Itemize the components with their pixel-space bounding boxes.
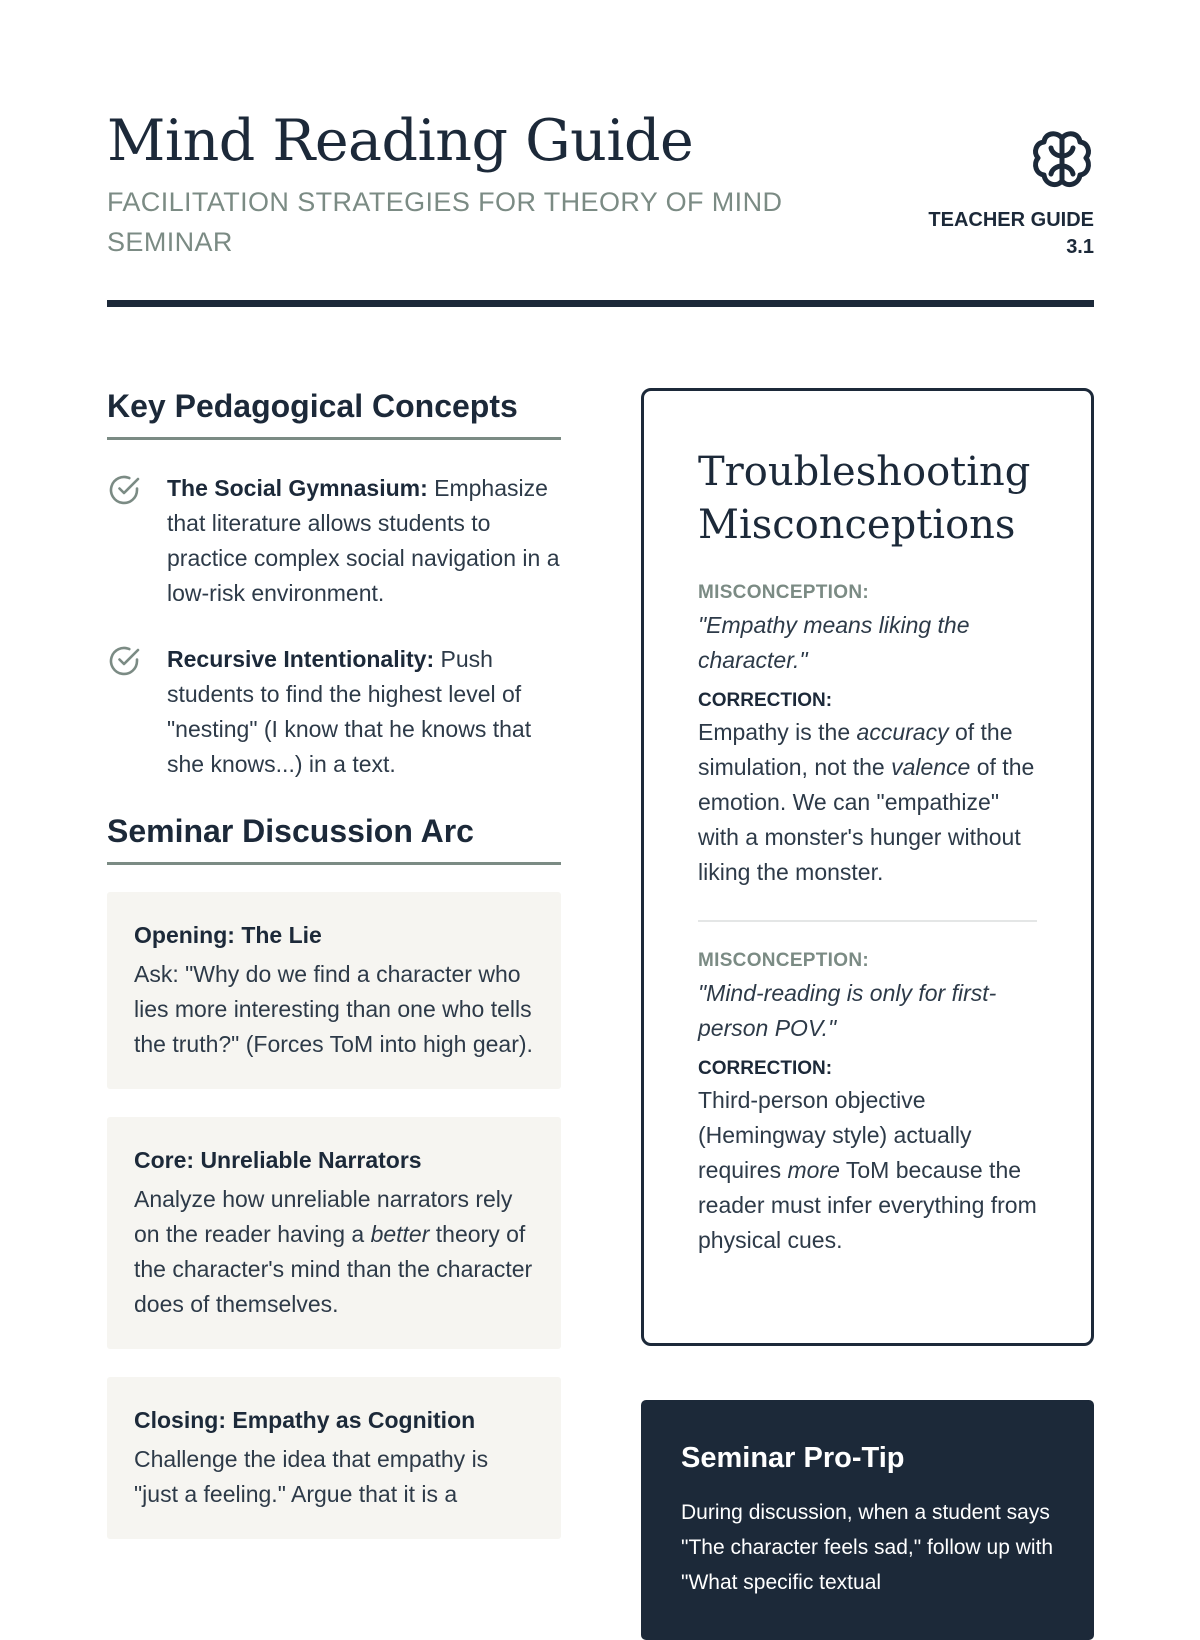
page-subtitle: FACILITATION STRATEGIES FOR THEORY OF MIND SEMINAR: [107, 187, 783, 257]
check-circle-icon: [107, 473, 141, 507]
concept-text: Emphasize that literature allows students to practice complex social navigation in a low-risk environment.: [167, 475, 560, 606]
guide-version: 3.1: [1066, 236, 1094, 258]
misconception-text: "Empathy means liking the character.": [698, 612, 970, 673]
guide-badge: [928, 207, 1094, 261]
correction-label: CORRECTION:: [698, 690, 833, 711]
correction-text: Empathy is the accuracy of the simulation, not the valence of the emotion. We can "empathize" with a monster's hunger without liking the monster.: [698, 719, 1035, 885]
header-rule: [107, 300, 1094, 307]
page-title: Mind Reading Guide: [107, 108, 694, 174]
concept-term: Recursive Intentionality:: [167, 646, 435, 672]
concept-item-social-gymnasium: [107, 471, 561, 611]
left-column: [107, 388, 561, 1539]
page: [107, 0, 1094, 1600]
arc-card-text: Analyze how unreliable narrators rely on the reader having a better theory of the character's mind than the character does of themselves.: [134, 1186, 533, 1317]
pro-tip-heading: Seminar Pro-Tip: [681, 1442, 905, 1474]
divider: [698, 920, 1037, 922]
concept-term: The Social Gymnasium:: [167, 475, 428, 501]
concepts-list: [107, 471, 561, 782]
brain-icon: [1030, 128, 1094, 192]
concept-item-recursive-intentionality: [107, 642, 561, 782]
arc-card-closing: [107, 1377, 561, 1539]
correction-label: CORRECTION:: [698, 1058, 833, 1079]
check-circle-icon: [107, 644, 141, 678]
correction-text: Third-person objective (Hemingway style) actually requires more ToM because the reader must infer everything from physical cues.: [698, 1087, 1037, 1253]
pro-tip-text: During discussion, when a student says "The character feels sad," follow up with "What specific textual: [681, 1501, 1054, 1594]
arc-card-text: Challenge the idea that empathy is "just a feeling." Argue that it is a: [134, 1446, 489, 1507]
guide-label: TEACHER GUIDE: [928, 209, 1094, 231]
arc-heading: Seminar Discussion Arc: [107, 813, 561, 865]
document-header: [107, 0, 1094, 308]
misconception-text: "Mind-reading is only for first-person POV.": [698, 980, 997, 1041]
arc-card-text: Ask: "Why do we find a character who lies more interesting than one who tells the truth?" (Forces ToM into high gear).: [134, 961, 533, 1057]
misconception-item: [698, 582, 1037, 890]
troubleshooting-box: [641, 388, 1094, 1346]
misconception-item: [698, 950, 1037, 1258]
misconception-label: MISCONCEPTION:: [698, 582, 869, 603]
concept-text: Push students to find the highest level of "nesting" (I know that he knows that she knows...) in a text.: [167, 646, 532, 777]
arc-card-opening: [107, 892, 561, 1089]
arc-card-title: Opening: The Lie: [134, 922, 322, 948]
misconception-label: MISCONCEPTION:: [698, 950, 869, 971]
concepts-heading: Key Pedagogical Concepts: [107, 388, 561, 440]
pro-tip-box: [641, 1400, 1094, 1640]
arc-card-core: [107, 1117, 561, 1349]
arc-card-title: Core: Unreliable Narrators: [134, 1147, 422, 1173]
troubleshooting-heading: Troubleshooting Misconceptions: [698, 449, 1031, 548]
arc-card-title: Closing: Empathy as Cognition: [134, 1407, 476, 1433]
